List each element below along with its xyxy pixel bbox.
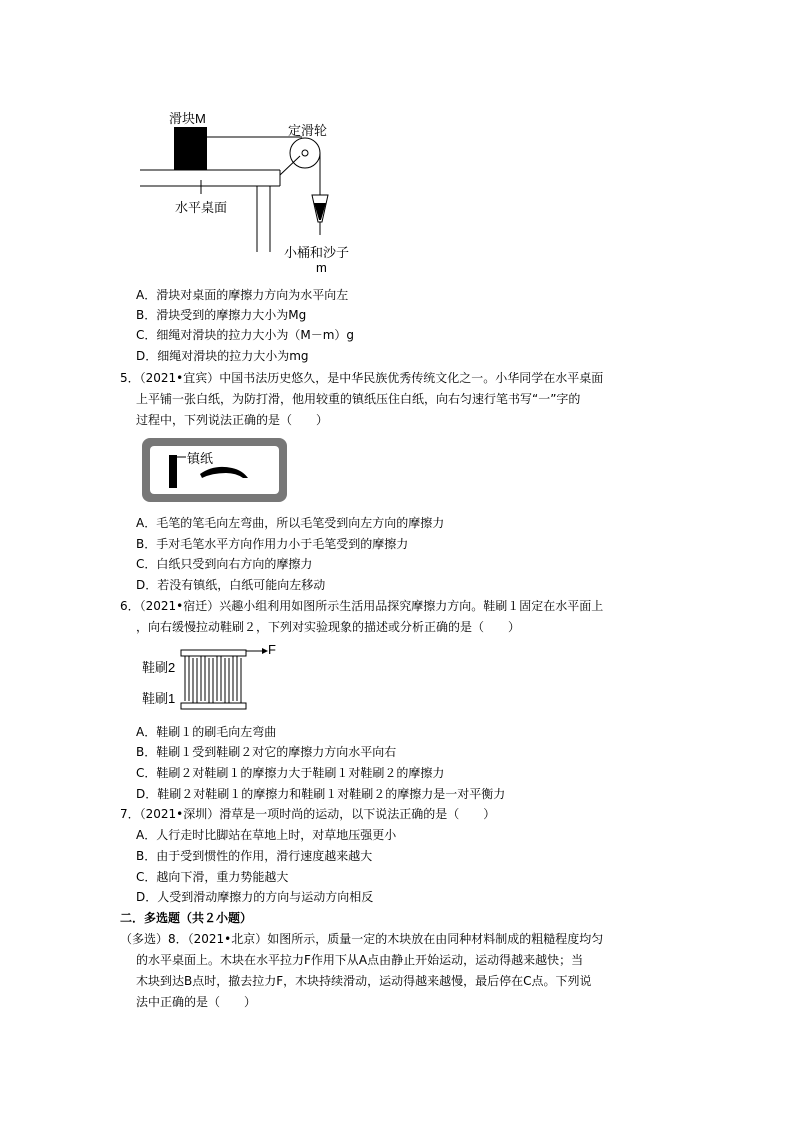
brush-2-label: 鞋刷2 — [142, 660, 176, 675]
force-label: F — [268, 642, 276, 657]
q8-text-line-1: （多选）8．（2021•北京）如图所示，质量一定的木块放在由同种材料制成的粗糙程度均匀 — [120, 932, 604, 946]
brush-1-label: 鞋刷1 — [142, 691, 176, 706]
q4-option-b: B．滑块受到的摩擦力大小为Mg — [136, 308, 307, 322]
q5-option-b: B．手对毛笔水平方向作用力小于毛笔受到的摩擦力 — [136, 537, 409, 551]
q5-text-line-1: 5．（2021•宜宾）中国书法历史悠久，是中华民族优秀传统文化之一。小华同学在水平桌面 — [120, 371, 604, 385]
q5-text-line-2: 上平铺一张白纸，为防打滑，他用较重的镇纸压住白纸，向右匀速行笔书写“一”字的 — [136, 392, 581, 406]
slider-label: 滑块M — [169, 111, 206, 126]
q6-option-a: A．鞋刷１的刷毛向左弯曲 — [136, 725, 277, 739]
bucket-label: 小桶和沙子 — [284, 245, 350, 260]
q4-option-c: C．细绳对滑块的拉力大小为（M－m）g — [136, 328, 355, 342]
slider-block — [174, 127, 207, 170]
paperweight-label: 镇纸 — [187, 451, 214, 466]
q6-text-line-1: 6．（2021•宿迁）兴趣小组利用如图所示生活用品探究摩擦力方向。鞋刷１固定在水平面上 — [120, 599, 604, 613]
table-label: 水平桌面 — [175, 200, 228, 215]
q6-option-d: D．鞋刷２对鞋刷１的摩擦力和鞋刷１对鞋刷２的摩擦力是一对平衡力 — [136, 787, 506, 801]
q7-text-line-1: 7．（2021•深圳）滑草是一项时尚的运动，以下说法正确的是（ ） — [120, 807, 496, 821]
pulley-setup-diagram — [130, 100, 410, 280]
q7-option-d: D．人受到滑动摩擦力的方向与运动方向相反 — [136, 890, 374, 904]
q6-text-line-2: ，向右缓慢拉动鞋刷２，下列对实验现象的描述或分析正确的是（ ） — [136, 620, 521, 634]
brush-2-base — [181, 650, 246, 656]
q5-option-d: D．若没有镇纸，白纸可能向左移动 — [136, 578, 326, 592]
shoe-brush-diagram — [176, 643, 276, 713]
q5-option-a: A．毛笔的笔毛向左弯曲，所以毛笔受到向左方向的摩擦力 — [136, 516, 445, 530]
pulley-label: 定滑轮 — [288, 123, 328, 138]
calligraphy-paper-diagram — [142, 438, 287, 502]
q6-option-b: B．鞋刷１受到鞋刷２对它的摩擦力方向水平向右 — [136, 745, 397, 759]
q4-option-a: A．滑块对桌面的摩擦力方向为水平向左 — [136, 288, 349, 302]
q8-text-line-3: 木块到达B点时，撤去拉力F，木块持续滑动，运动得越来越慢，最后停在C点。下列说 — [136, 974, 592, 988]
q4-option-d: D．细绳对滑块的拉力大小为mg — [136, 349, 309, 363]
q7-option-a: A．人行走时比脚站在草地上时，对草地压强更小 — [136, 828, 397, 842]
section-heading: 二．多选题（共２小题） — [120, 911, 253, 925]
q5-text-line-3: 过程中，下列说法正确的是（ ） — [136, 413, 329, 427]
brush-1-base — [181, 703, 246, 709]
paperweight-icon — [169, 455, 177, 488]
q5-option-c: C．白纸只受到向右方向的摩擦力 — [136, 557, 313, 571]
q6-option-c: C．鞋刷２对鞋刷１的摩擦力大于鞋刷１对鞋刷２的摩擦力 — [136, 766, 445, 780]
bucket-mass-label: m — [316, 260, 327, 275]
q8-text-line-2: 的水平桌面上。木块在水平拉力F作用下从A点由静止开始运动，运动得越来越快；当 — [136, 953, 584, 967]
q7-option-c: C．越向下滑，重力势能越大 — [136, 870, 289, 884]
q8-text-line-4: 法中正确的是（ ） — [136, 995, 257, 1009]
q7-option-b: B．由于受到惯性的作用，滑行速度越来越大 — [136, 849, 373, 863]
